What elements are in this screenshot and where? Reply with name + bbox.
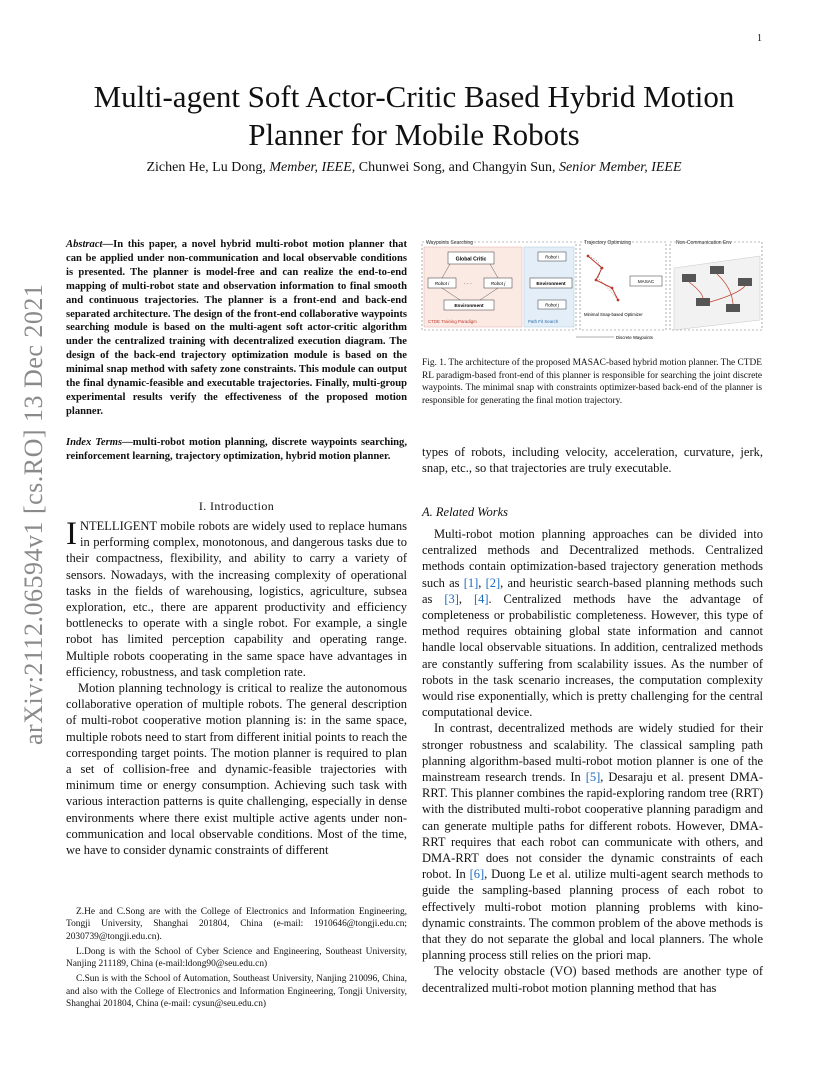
page-number: 1 <box>757 33 762 44</box>
masac-label: MASAC <box>637 279 655 284</box>
pathfit-label: Path Fit Search <box>528 319 559 324</box>
waypoint-marker <box>595 279 598 282</box>
author-line <box>60 160 768 176</box>
waypoint-marker <box>617 299 620 302</box>
introduction-body <box>66 518 407 858</box>
section-heading-introduction: I. Introduction <box>198 499 275 513</box>
related-p1-text-e: . Centralized methods have the advantage of completeness or probabilistic completeness. However, this type of method requires obtaining global state information and cannot handle local observable situations. In addition, centralized methods are constantly suffering from scalability issues. As the number of robots in the task scenario increases, the computation complexity would rise exponentially, which is pretty challenging for the central computational device. <box>422 591 763 720</box>
waypoint-marker <box>601 267 604 270</box>
robot-shape <box>710 266 724 274</box>
authors-part-1: Zichen He, Lu Dong, <box>146 160 266 175</box>
index-terms-text: —multi-robot motion planning, discrete waypoints searching, reinforcement learning, trajectory optimization, hybrid motion planner. <box>66 437 407 462</box>
ellipsis-1: · · · <box>464 281 472 287</box>
citation-link[interactable]: [5] <box>585 770 601 785</box>
related-p2-text-c: , Duong Le et al. utilize multi-agent search methods to guide the sampling-based planning process of each robot to effectively multi-robot motion planning problems with kino-dynamic constraints. The common problem of the above methods is that they do not separate the global and local planners. The whole planning process still relies on the priori map. <box>422 867 763 963</box>
drop-cap: I <box>66 516 77 552</box>
abstract-text: —In this paper, a novel hybrid multi-robot motion planner that can be applied under non-communication and local observable conditions is presented. The planner is model-free and can realize the end-to-end mapping of multi-robot state and observation information to final smooth and continuous trajectories. The planner is a front-end and back-end separated architecture. The design of the front-end collaborative waypoints searching module is based on the multi-agent soft actor-critic algorithm under the centralized training with decentralized execution diagram. The design of the back-end trajectory optimization module is based on the minimal snap method with safety zone constraints. This module can output the final dynamic-feasible and executable trajectories. Finally, multi-group experimental results verify the effectiveness of the proposed motion planner. <box>66 239 407 417</box>
right-column-continuation <box>422 444 763 476</box>
environment-label: Environment <box>454 304 484 309</box>
noncomm-panel-label: Non-Communication Env <box>676 240 732 246</box>
robot-shape <box>726 304 740 312</box>
trajectory-curve <box>588 256 618 300</box>
index-terms-label: Index Terms <box>66 437 123 448</box>
abstract-label: Abstract <box>66 239 103 250</box>
citation-link[interactable]: [2] <box>485 575 501 590</box>
environment-label-2: Environment <box>536 282 566 287</box>
robot-shape <box>738 278 752 286</box>
figure-1-diagram <box>420 238 764 346</box>
continuation-text: types of robots, including velocity, acceleration, curvature, jerk, snap, etc., so that trajectories are truly executable. <box>422 445 763 476</box>
robot-i-label: Robot i <box>434 281 450 286</box>
waypoints-panel-label: Waypoints Searching <box>426 240 474 246</box>
intro-paragraph-2: Motion planning technology is critical to realize the autonomous collaborative operation of multiple robots. The general description of multi-robot cooperative motion planning is: in the same space, multiple robots need to start from different initial points to reach the corresponding target points. The motion planner is required to plan a set of collision-free and dynamic-feasible trajectories with minimum time or energy consumption. Achieving such task with various interaction patterns is quite challenging, especially in dense environments where there exist multiple active agents under non-communication and local observable conditions. Most of the time, we have to consider dynamic constraints of different <box>66 681 408 858</box>
figure-1-caption: Fig. 1. The architecture of the proposed MASAC-based hybrid motion planner. The CTDE RL paradigm-based front-end of this planner is responsible for searching the joint discrete waypoints. The minimal snap with constraints optimizer-based back-end of the planner is responsible for generating the final motion trajectory. <box>422 358 762 406</box>
related-p1-text-c: , and heuristic search-based planning methods such as <box>422 575 764 606</box>
robot-i-label-2: Robot i <box>545 254 559 260</box>
citation-link[interactable]: [4] <box>473 591 489 606</box>
trajectory-smooth <box>588 256 618 300</box>
related-p2-text-b: , Desaraju et al. present DMA-RRT. This planner combines the rapid-exploring random tree (RRT) with the distributed multi-robot cooperative planning paradigm and can generate multiple paths for different robots. However, DMA-RRT requires that each robot can communicate with others, and DMA-RRT does not consider the dynamic constraints of each robot. In <box>422 770 763 882</box>
ctde-label: CTDE Training Paradigm <box>428 319 477 324</box>
author-role-1: Member, IEEE, <box>269 160 356 175</box>
index-terms <box>66 436 407 464</box>
global-critic-label: Global Critic <box>455 256 487 263</box>
trajectory-panel-label: Trajectory Optimizing <box>584 240 632 246</box>
related-p1-text-a: Multi-robot motion planning approaches can be divided into centralized methods and Decentralized methods. Centralized methods contain optimization-based trajectory generation methods such as <box>422 527 763 590</box>
authors-part-2: Chunwei Song, and Changyin Sun, <box>358 160 556 175</box>
related-paragraph-1 <box>422 526 763 720</box>
subsection-heading-related-works: A. Related Works <box>422 505 508 519</box>
citation-link[interactable]: [6] <box>469 867 485 882</box>
related-p2-text-a: In contrast, decentralized methods are widely studied for their stronger robustness and scalability. The classical sampling path planning algorithm-based multi-robot motion planner is one of the mainstream research trends. In <box>422 721 763 785</box>
arxiv-watermark <box>4 270 64 770</box>
footnote-3: C.Sun is with the School of Automation, Southeast University, Nanjing 210096, China, and also with the College of Electronics and Information Engineering, Tongji University, Shanghai 201804, China (e-mail: cysun@seu.edu.cn) <box>66 974 407 1010</box>
waypoint-marker <box>611 287 614 290</box>
robot-j-label-2: Robot j <box>545 302 559 308</box>
related-works-body <box>422 526 763 996</box>
citation-link[interactable]: [1] <box>463 575 479 590</box>
related-paragraph-2 <box>422 720 763 963</box>
paper-title: Multi-agent Soft Actor-Critic Based Hybrid Motion Planner for Mobile Robots <box>93 79 735 152</box>
related-p1-text-b: , <box>478 575 486 590</box>
arxiv-id[interactable]: arXiv:2112.06594v1 [cs.RO] 13 Dec 2021 <box>19 283 48 745</box>
related-paragraph-3: The velocity obstacle (VO) based methods are another type of decentralized multi-robot motion planning method that has <box>422 964 763 995</box>
abstract <box>66 238 407 419</box>
footnote-1: Z.He and C.Song are with the College of Electronics and Information Engineering, Tongji University, Shanghai 201804, China (e-mail: 1910646@tongji.edu.cn; 2030739@tongji.edu.cn). <box>66 907 407 942</box>
footnote-2: L.Dong is with the School of Cyber Science and Engineering, Southeast University, Nanjing 211189, China (e-mail:ldong90@seu.edu.cn) <box>66 946 407 970</box>
discrete-label: Discrete Waypoints <box>616 335 653 340</box>
minsnap-label: Minimal Snap-based Optimizer <box>584 312 643 317</box>
robot-j-label: Robot j <box>490 281 506 286</box>
author-role-2: Senior Member, IEEE <box>559 160 682 175</box>
related-p1-text-d: , <box>458 591 474 606</box>
figure-1 <box>420 238 764 346</box>
intro-paragraph-1 <box>66 518 407 680</box>
waypoint-marker <box>587 255 590 258</box>
intro-paragraph-1-text: NTELLIGENT mobile robots are widely used to replace humans in performing complex, monotonous, and dangerous tasks due to their compactness, flexibility, and ability to carry a variety of sensors. Nowadays, with the increasing complexity of operational tasks in the fields of warehousing, logistics, agriculture, subsea exploration, etc., there are apparent productivity and efficiency bottlenecks to operate with a single robot. For example, a single robot has limited perception capability and operating range. Multiple robots cooperating in the same space have advantages in efficiency, robustness, and task completion rate. <box>66 519 407 679</box>
citation-link[interactable]: [3] <box>444 591 459 606</box>
robot-shape <box>682 274 696 282</box>
robot-shape <box>696 298 710 306</box>
footnotes <box>66 906 407 1013</box>
